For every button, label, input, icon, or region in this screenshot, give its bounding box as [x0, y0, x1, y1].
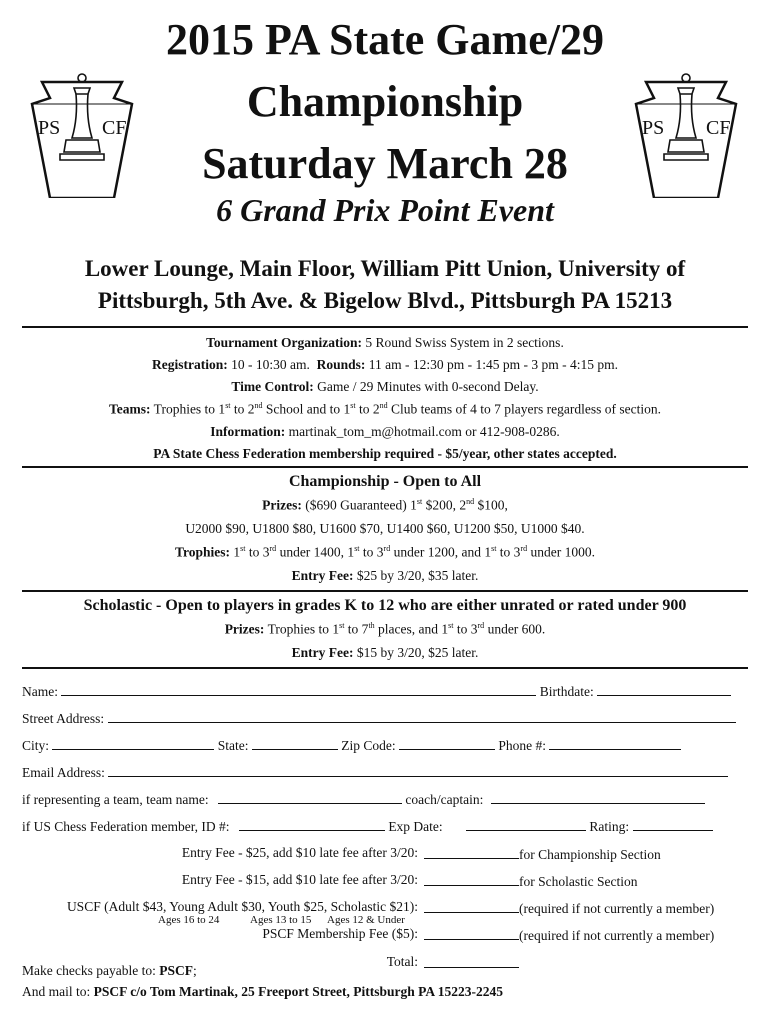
venue-line-2: Pittsburgh, 5th Ave. & Bigelow Blvd., Pittsburgh PA 15213 — [97, 288, 673, 313]
subtitle: 6 Grand Prix Point Event — [216, 192, 554, 228]
checks-payable: Make checks payable to: PSCF; — [22, 963, 197, 978]
entry-fee-scholastic-label: Entry Fee - $15, add $10 late fee after 3/20: — [181, 872, 418, 887]
divider — [22, 667, 748, 669]
ages-youth: Ages 13 to 15 — [250, 914, 312, 926]
uscf-fee-field[interactable] — [424, 899, 519, 913]
zip-code-field[interactable] — [399, 736, 495, 750]
form-row-team: if representing a team, team name: coach/captain: — [22, 790, 748, 808]
form-row-street: Street Address: — [22, 709, 748, 727]
name-field[interactable] — [61, 682, 536, 696]
championship-entry-fee: Entry Fee: $25 by 3/20, $35 later. — [291, 568, 479, 583]
title-line-2: Championship — [246, 77, 524, 126]
email-field[interactable] — [108, 763, 728, 777]
time-control: Time Control: Game / 29 Minutes with 0-second Delay. — [231, 379, 539, 394]
svg-text:CF: CF — [706, 117, 731, 139]
form-row-city: City: State: Zip Code: Phone #: — [22, 736, 748, 754]
total-row — [424, 954, 519, 972]
total-label: Total: — [386, 954, 418, 969]
membership-note: PA State Chess Federation membership required - $5/year, other states accepted. — [153, 446, 617, 461]
divider — [22, 466, 748, 468]
form-row-email: Email Address: — [22, 763, 748, 781]
title-line-3: Saturday March 28 — [202, 139, 568, 188]
registration-rounds: Registration: 10 - 10:30 am. Rounds: 11 am - 12:30 pm - 1:45 pm - 3 pm - 4:15 pm. — [152, 357, 618, 372]
championship-class-prizes: U2000 $90, U1800 $80, U1600 $70, U1400 $60, U1200 $50, U1000 $40. — [185, 521, 585, 536]
rating-field[interactable] — [633, 817, 713, 831]
exp-date-field[interactable] — [466, 817, 586, 831]
title-line-1: 2015 PA State Game/29 — [166, 15, 604, 64]
championship-heading: Championship - Open to All — [288, 473, 482, 490]
divider — [22, 326, 748, 328]
scholastic-entry-fee: Entry Fee: $15 by 3/20, $25 later. — [291, 645, 479, 660]
svg-text:PS: PS — [38, 117, 61, 139]
ages-scholastic: Ages 12 & Under — [327, 914, 405, 926]
championship-trophies: Trophies: 1st to 3rd under 1400, 1st to 3rd under 1200, and 1st to 3rd under 1000. — [175, 544, 595, 560]
phone-field[interactable] — [549, 736, 681, 750]
total-field[interactable] — [424, 954, 519, 968]
form-row-name: Name: Birthdate: — [22, 682, 748, 700]
scholastic-heading: Scholastic - Open to players in grades K to 12 who are either unrated or rated under 900 — [83, 597, 687, 614]
divider — [22, 590, 748, 592]
svg-text:PS: PS — [642, 117, 665, 139]
mail-to: And mail to: PSCF c/o Tom Martinak, 25 Freeport Street, Pittsburgh PA 15223-2245 — [22, 984, 503, 999]
state-field[interactable] — [252, 736, 338, 750]
entry-fee-championship-row: for Championship Section — [424, 845, 661, 863]
scholastic-fee-field[interactable] — [424, 872, 519, 886]
city-field[interactable] — [52, 736, 214, 750]
scholastic-prizes: Prizes: Trophies to 1st to 7th places, and 1st to 3rd under 600. — [224, 621, 546, 637]
championship-prizes: Prizes: ($690 Guaranteed) 1st $200, 2nd $100, — [262, 497, 508, 513]
information: Information: martinak_tom_m@hotmail.com or 412-908-0286. — [210, 424, 560, 439]
uscf-id-field[interactable] — [239, 817, 385, 831]
venue-line-1: Lower Lounge, Main Floor, William Pitt Union, University of — [84, 256, 686, 281]
tournament-organization: Tournament Organization: 5 Round Swiss System in 2 sections. — [206, 335, 564, 350]
pscf-fee-field[interactable] — [424, 926, 519, 940]
street-address-field[interactable] — [108, 709, 736, 723]
entry-fee-scholastic-row: for Scholastic Section — [424, 872, 637, 890]
form-row-uscf: if US Chess Federation member, ID #: Exp Date: Rating: — [22, 817, 748, 835]
coach-captain-field[interactable] — [491, 790, 705, 804]
birthdate-field[interactable] — [597, 682, 731, 696]
uscf-fee-row: (required if not currently a member) — [424, 899, 714, 917]
teams: Teams: Trophies to 1st to 2nd School and to 1st to 2nd Club teams of 4 to 7 players regardless of section. — [109, 401, 661, 417]
team-name-field[interactable] — [218, 790, 402, 804]
svg-text:CF: CF — [102, 117, 127, 139]
uscf-fee-label: USCF (Adult $43, Young Adult $30, Youth $25, Scholastic $21): — [66, 899, 418, 914]
ages-young-adult: Ages 16 to 24 — [158, 914, 220, 926]
pscf-fee-row: (required if not currently a member) — [424, 926, 714, 944]
championship-fee-field[interactable] — [424, 845, 519, 859]
entry-fee-championship-label: Entry Fee - $25, add $10 late fee after 3/20: — [181, 845, 418, 860]
pscf-fee-label: PSCF Membership Fee ($5): — [262, 926, 418, 941]
